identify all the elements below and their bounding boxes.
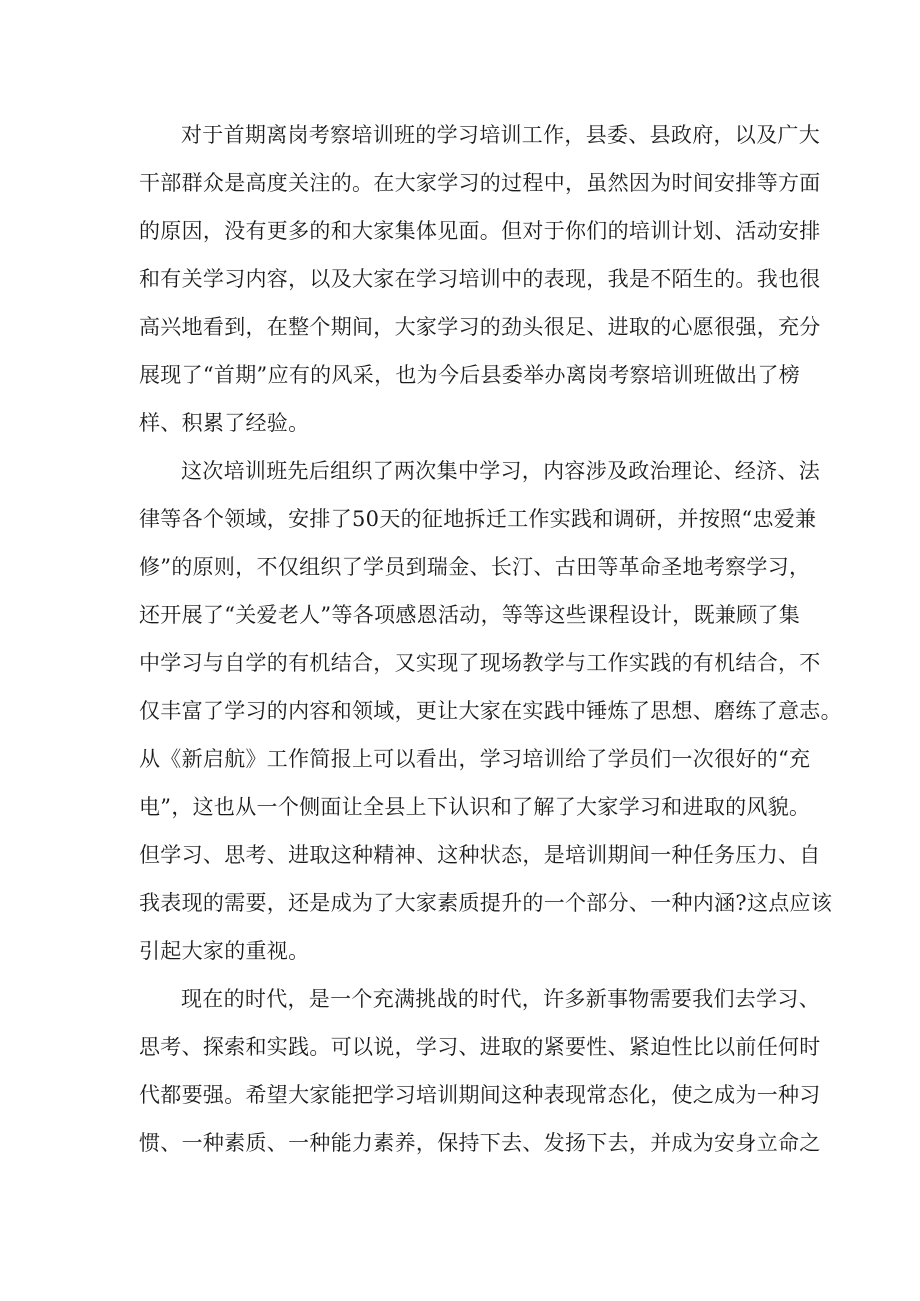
paragraph-2-line-6: 仅丰富了学习的内容和领域，更让大家在实践中锤炼了思想、磨练了意志。 (139, 699, 842, 723)
paragraph-2-line-4: 还开展了“关爱老人”等各项感恩活动，等等这些课程设计，既兼顾了集 (139, 603, 801, 627)
paragraph-2-line-5: 中学习与自学的有机结合，又实现了现场教学与工作实践的有机结合，不 (139, 651, 821, 675)
paragraph-2-line-8: 电”，这也从一个侧面让全县上下认识和了解了大家学习和进取的风貌。 (139, 795, 811, 819)
paragraph-2-line-11: 引起大家的重视。 (139, 939, 310, 963)
paragraph-1-line-1: 对于首期离岗考察培训班的学习培训工作，县委、县政府，以及广大 (181, 123, 820, 147)
paragraph-1-line-6: 展现了“首期”应有的风采，也为今后县委举办离岗考察培训班做出了榜 (139, 363, 801, 387)
paragraph-3-line-1: 现在的时代，是一个充满挑战的时代，许多新事物需要我们去学习、 (181, 987, 820, 1011)
paragraph-1-line-4: 和有关学习内容，以及大家在学习培训中的表现，我是不陌生的。我也很 (139, 267, 821, 291)
paragraph-1-line-3: 的原因，没有更多的和大家集体见面。但对于你们的培训计划、活动安排 (139, 219, 821, 243)
paragraph-2-line-2: 律等各个领域，安排了50天的征地拆迁工作实践和调研，并按照“忠爱兼 (139, 507, 817, 531)
paragraph-1-line-5: 高兴地看到，在整个期间，大家学习的劲头很足、进取的心愿很强，充分 (139, 315, 821, 339)
paragraph-3-line-2: 思考、探索和实践。可以说，学习、进取的紧要性、紧迫性比以前任何时 (139, 1035, 821, 1059)
paragraph-1-line-2: 干部群众是高度关注的。在大家学习的过程中，虽然因为时间安排等方面 (139, 171, 821, 195)
paragraph-2-line-7: 从《新启航》工作简报上可以看出，学习培训给了学员们一次很好的“充 (139, 747, 811, 771)
paragraph-3-line-3: 代都要强。希望大家能把学习培训期间这种表现常态化，使之成为一种习 (139, 1083, 821, 1107)
paragraph-2-line-1: 这次培训班先后组织了两次集中学习，内容涉及政治理论、经济、法 (181, 459, 820, 483)
paragraph-1-line-7: 样、积累了经验。 (139, 411, 310, 435)
paragraph-2-line-3: 修”的原则，不仅组织了学员到瑞金、长汀、古田等革命圣地考察学习， (139, 555, 811, 579)
paragraph-2-line-9: 但学习、思考、进取这种精神、这种状态，是培训期间一种任务压力、自 (139, 843, 821, 867)
paragraph-3-line-4: 惯、一种素质、一种能力素养，保持下去、发扬下去，并成为安身立命之 (139, 1131, 821, 1155)
paragraph-2-line-10: 我表现的需要，还是成为了大家素质提升的一个部分、一种内涵?这点应该 (139, 891, 833, 915)
